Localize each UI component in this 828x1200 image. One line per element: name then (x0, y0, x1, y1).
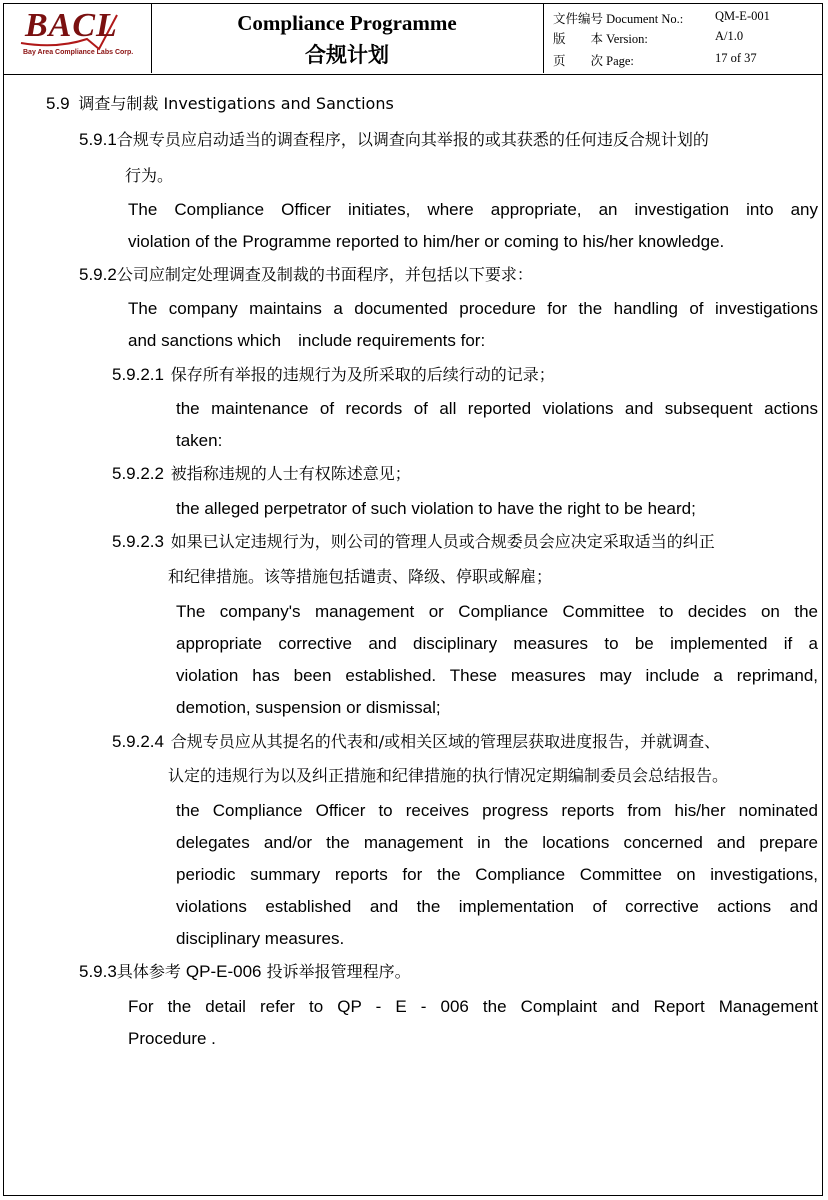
clause-5-9-2-en: The company maintains a documented procedure for the handling of investigations (128, 299, 818, 318)
clause-5-9-2-3-en: The company's management or Compliance Committee to decides on the (176, 602, 818, 621)
clause-number: 5.9.3 (79, 962, 117, 981)
clause-5-9-1-cn-cont: 行为。 (125, 166, 174, 185)
clause-5-9-3-cn (79, 961, 411, 983)
clause-5-9-1-cn (79, 129, 709, 151)
section-number: 5.9 (46, 94, 70, 113)
clause-5-9-2-1-en: the maintenance of records of all reported violations and subsequent actions (176, 399, 818, 418)
clause-5-9-2-4-en-cont: violations established and the implementation of corrective actions and (176, 897, 818, 916)
clause-text-cn: 合规专员应从其提名的代表和/或相关区域的管理层获取进度报告，并就调查、 (170, 732, 721, 751)
clause-5-9-1-en-cont: violation of the Programme reported to him/her or coming to his/her knowledge. (128, 232, 725, 251)
section-heading-5-9 (46, 93, 394, 115)
clause-text-cn: 具体参考 (116, 962, 186, 981)
clause-5-9-2-3-en-cont: demotion, suspension or dismissal; (176, 698, 441, 717)
meta-value: A/1.0 (715, 29, 744, 43)
meta-label: 版 本 Version: (553, 32, 648, 46)
meta-label: 文件编号 Document No.: (553, 12, 684, 26)
clause-number: 5.9.2.4 (112, 732, 164, 751)
clause-5-9-2-4-en: the Compliance Officer to receives progress reports from his/her nominated (176, 801, 818, 820)
clause-5-9-2-4-cn (112, 731, 720, 753)
clause-5-9-3-en: For the detail refer to QP - E - 006 the Complaint and Report Management (128, 997, 818, 1016)
clause-5-9-2-3-en-cont: violation has been established. These measures may include a reprimand, (176, 666, 818, 685)
clause-5-9-2-4-cn-cont: 认定的违规行为以及纠正措施和纪律措施的执行情况定期编制委员会总结报告。 (168, 766, 729, 785)
logo-wordmark: BACL (25, 7, 118, 44)
clause-number: 5.9.1 (79, 130, 117, 149)
clause-5-9-2-1-en-cont: taken: (176, 431, 223, 450)
clause-5-9-2-cn (79, 264, 533, 286)
meta-label: 页 次 Page: (553, 54, 634, 68)
clause-5-9-1-en: The Compliance Officer initiates, where appropriate, an investigation into any (128, 200, 818, 219)
clause-5-9-2-4-en-cont: periodic summary reports for the Compliance Committee on investigations, (176, 865, 818, 884)
clause-5-9-2-3-cn-cont: 和纪律措施。该等措施包括谴责、降级、停职或解雇； (168, 567, 553, 586)
clause-text-cn: 保存所有举报的违规行为及所采取的后续行动的记录； (170, 365, 555, 384)
clause-number: 5.9.2.1 (112, 365, 164, 384)
logo-subtitle: Bay Area Compliance Labs Corp. (23, 49, 134, 56)
clause-5-9-3-en-cont: Procedure . (128, 1029, 216, 1048)
title-english: Compliance Programme (237, 11, 457, 35)
meta-value: 17 of 37 (715, 51, 757, 65)
procedure-code: QP-E-006 (185, 962, 262, 981)
clause-text-cn: 投诉举报管理程序。 (261, 962, 411, 981)
clause-5-9-2-2-cn (112, 463, 411, 485)
clause-number: 5.9.2.3 (112, 532, 164, 551)
section-title: 调查与制裁 Investigations and Sanctions (78, 94, 394, 113)
clause-5-9-2-2-en: the alleged perpetrator of such violation to have the right to be heard; (176, 499, 696, 518)
clause-text-cn: 如果已认定违规行为，则公司的管理人员或合规委员会应决定采取适当的纠正 (170, 532, 715, 551)
clause-text-cn: 被指称违规的人士有权陈述意见； (170, 464, 411, 483)
clause-5-9-2-4-en-cont: delegates and/or the management in the locations concerned and prepare (176, 833, 818, 852)
clause-5-9-2-3-cn (112, 531, 715, 553)
meta-value: QM-E-001 (715, 9, 770, 23)
clause-text-cn: 公司应制定处理调查及制裁的书面程序，并包括以下要求： (116, 265, 533, 284)
title-chinese: 合规计划 (305, 43, 389, 67)
clause-5-9-2-en-cont: and sanctions which include requirements for: (128, 331, 486, 350)
clause-text-cn: 合规专员应启动适当的调查程序，以调查向其举报的或其获悉的任何违反合规计划的 (116, 130, 709, 149)
clause-number: 5.9.2.2 (112, 464, 164, 483)
clause-5-9-2-1-cn (112, 364, 555, 386)
clause-5-9-2-3-en-cont: appropriate corrective and disciplinary measures to be implemented if a (176, 634, 818, 653)
clause-number: 5.9.2 (79, 265, 117, 284)
clause-5-9-2-4-en-cont: disciplinary measures. (176, 929, 345, 948)
